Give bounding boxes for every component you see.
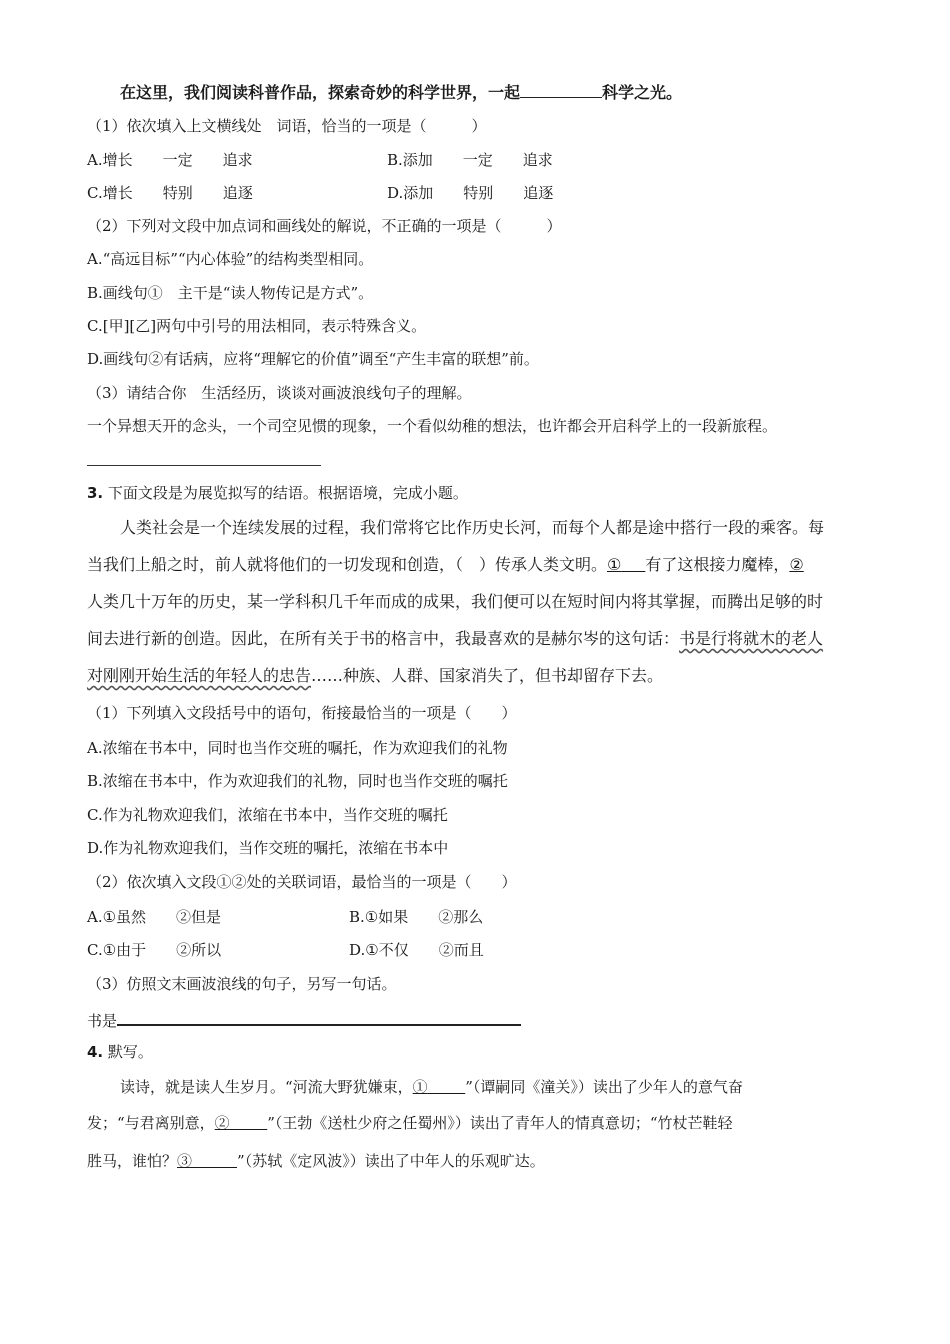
option-a: A.增长 一定 追求	[87, 151, 253, 169]
blank-marker-1	[607, 555, 645, 574]
blank-marker-2	[789, 555, 803, 574]
question-2-3: （3）请结合你 生活经历，谈谈对画波浪线句子的理解。	[87, 384, 472, 402]
question-number: 4.	[87, 1043, 104, 1061]
question-3-3: （3）仿照文末画波浪线的句子，另写一句话。	[87, 975, 397, 993]
option-b: B.添加 一定 追求	[387, 151, 553, 169]
option-d: D.①不仅 ②而且	[349, 941, 484, 959]
marker-number: ①	[412, 1078, 428, 1096]
passage-text: 当我们上船之时，前人就将他们的一切发现和创造，（ ）传承人类文明。	[87, 555, 608, 574]
answer-prefix: 书是	[87, 1012, 118, 1030]
question-2-2: （2）下列对文段中加点词和画线处的解说，不正确的一项是（ ）	[87, 217, 562, 235]
context-text-before: 在这里，我们阅读科普作品，探索奇妙的科学世界，一起	[120, 83, 521, 102]
question-title: 默写。	[107, 1043, 153, 1061]
option-c: C.增长 特别 追逐	[87, 184, 253, 202]
dictation-text: 发；“与君离别意，	[87, 1114, 215, 1132]
dictation-blank-2[interactable]	[215, 1114, 268, 1132]
passage-line-5	[87, 666, 890, 686]
passage-line-1: 人类社会是一个连续发展的过程，我们常将它比作历史长河，而每个人都是途中搭行一段的乘客。每	[120, 518, 825, 537]
answer-line	[87, 465, 321, 466]
passage-line-2	[87, 555, 890, 575]
question-3-1: （1）下列填入文段括号中的语句，衔接最恰当的一项是（ ）	[87, 704, 517, 722]
question-3-2: （2）依次填入文段①②处的关联词语，最恰当的一项是（ ）	[87, 873, 517, 891]
question-4-heading	[87, 1042, 890, 1062]
option-b: B.画线句① 主干是“读人物传记是方式”。	[87, 284, 374, 302]
dictation-line-3	[87, 1151, 890, 1171]
option-a: A.浓缩在书本中，同时也当作交班的嘱托，作为欢迎我们的礼物	[87, 739, 508, 757]
dictation-blank-1[interactable]	[413, 1078, 466, 1096]
dictation-text: 胜马，谁怕？	[87, 1152, 178, 1170]
wavy-underlined-text: 书是行将就木的老人	[679, 629, 824, 648]
marker-number: ①	[607, 555, 622, 574]
question-number: 3.	[87, 484, 104, 502]
context-paragraph	[120, 81, 890, 103]
question-intro: 下面文段是为展览拟写的结语。根据语境，完成小题。	[107, 484, 468, 502]
option-a: A.“高远目标”“内心体验”的结构类型相同。	[87, 250, 374, 268]
option-d: D.添加 特别 追逐	[387, 184, 554, 202]
dictation-line-1	[120, 1077, 890, 1097]
wavy-sentence: 一个异想天开的念头，一个司空见惯的现象，一个看似幼稚的想法，也许都会开启科学上的一段新旅程。	[87, 417, 778, 435]
option-c: C.作为礼物欢迎我们，浓缩在书本中，当作交班的嘱托	[87, 806, 448, 824]
dictation-text: ”（谭嗣同《潼关》）读出了少年人的意气奋	[465, 1078, 743, 1096]
option-a: A.①虽然 ②但是	[87, 908, 222, 926]
answer-line[interactable]	[117, 1008, 521, 1026]
option-b: B.①如果 ②那么	[349, 908, 484, 926]
dictation-line-2	[87, 1113, 890, 1133]
marker-number: ②	[214, 1114, 230, 1132]
dictation-text: ”（王勃《送杜少府之任蜀州》）读出了青年人的情真意切；“竹杖芒鞋轻	[267, 1114, 733, 1132]
dictation-text: 读诗，就是读人生岁月。“河流大野犹嫌束，	[120, 1078, 413, 1096]
passage-text: ……种族、人群、国家消失了，但书却留存下去。	[311, 666, 664, 685]
option-d: D.作为礼物欢迎我们，当作交班的嘱托，浓缩在书本中	[87, 839, 449, 857]
passage-text: 有了这根接力魔棒，	[645, 555, 790, 574]
fill-blank	[520, 81, 602, 98]
question-3-heading	[87, 483, 890, 503]
option-c: C.①由于 ②所以	[87, 941, 222, 959]
passage-text: 间去进行新的创造。因此，在所有关于书的格言中，我最喜欢的是赫尔岑的这句话：	[87, 629, 680, 648]
marker-number: ②	[789, 555, 804, 574]
context-text-after: 科学之光。	[602, 83, 683, 102]
option-d: D.画线句②有话病，应将“理解它的价值”调至“产生丰富的联想”前。	[87, 350, 539, 368]
wavy-underlined-text: 对刚刚开始生活的年轻人的忠告	[87, 666, 312, 685]
imitation-answer	[87, 1008, 890, 1031]
option-c: C.[甲][乙]两句中引号的用法相同，表示特殊含义。	[87, 317, 427, 335]
passage-line-3: 人类几十万年的历史，某一学科积几千年而成的成果，我们便可以在短时间内将其掌握，而腾出足够的时	[87, 592, 824, 611]
question-2-1: （1）依次填入上文横线处 词语，恰当的一项是（ ）	[87, 117, 487, 135]
marker-number: ③	[177, 1152, 193, 1170]
dictation-blank-3[interactable]	[177, 1152, 237, 1170]
dictation-text: ”（苏轼《定风波》）读出了中年人的乐观旷达。	[237, 1152, 545, 1170]
option-b: B.浓缩在书本中，作为欢迎我们的礼物，同时也当作交班的嘱托	[87, 772, 508, 790]
passage-line-4	[87, 629, 890, 649]
